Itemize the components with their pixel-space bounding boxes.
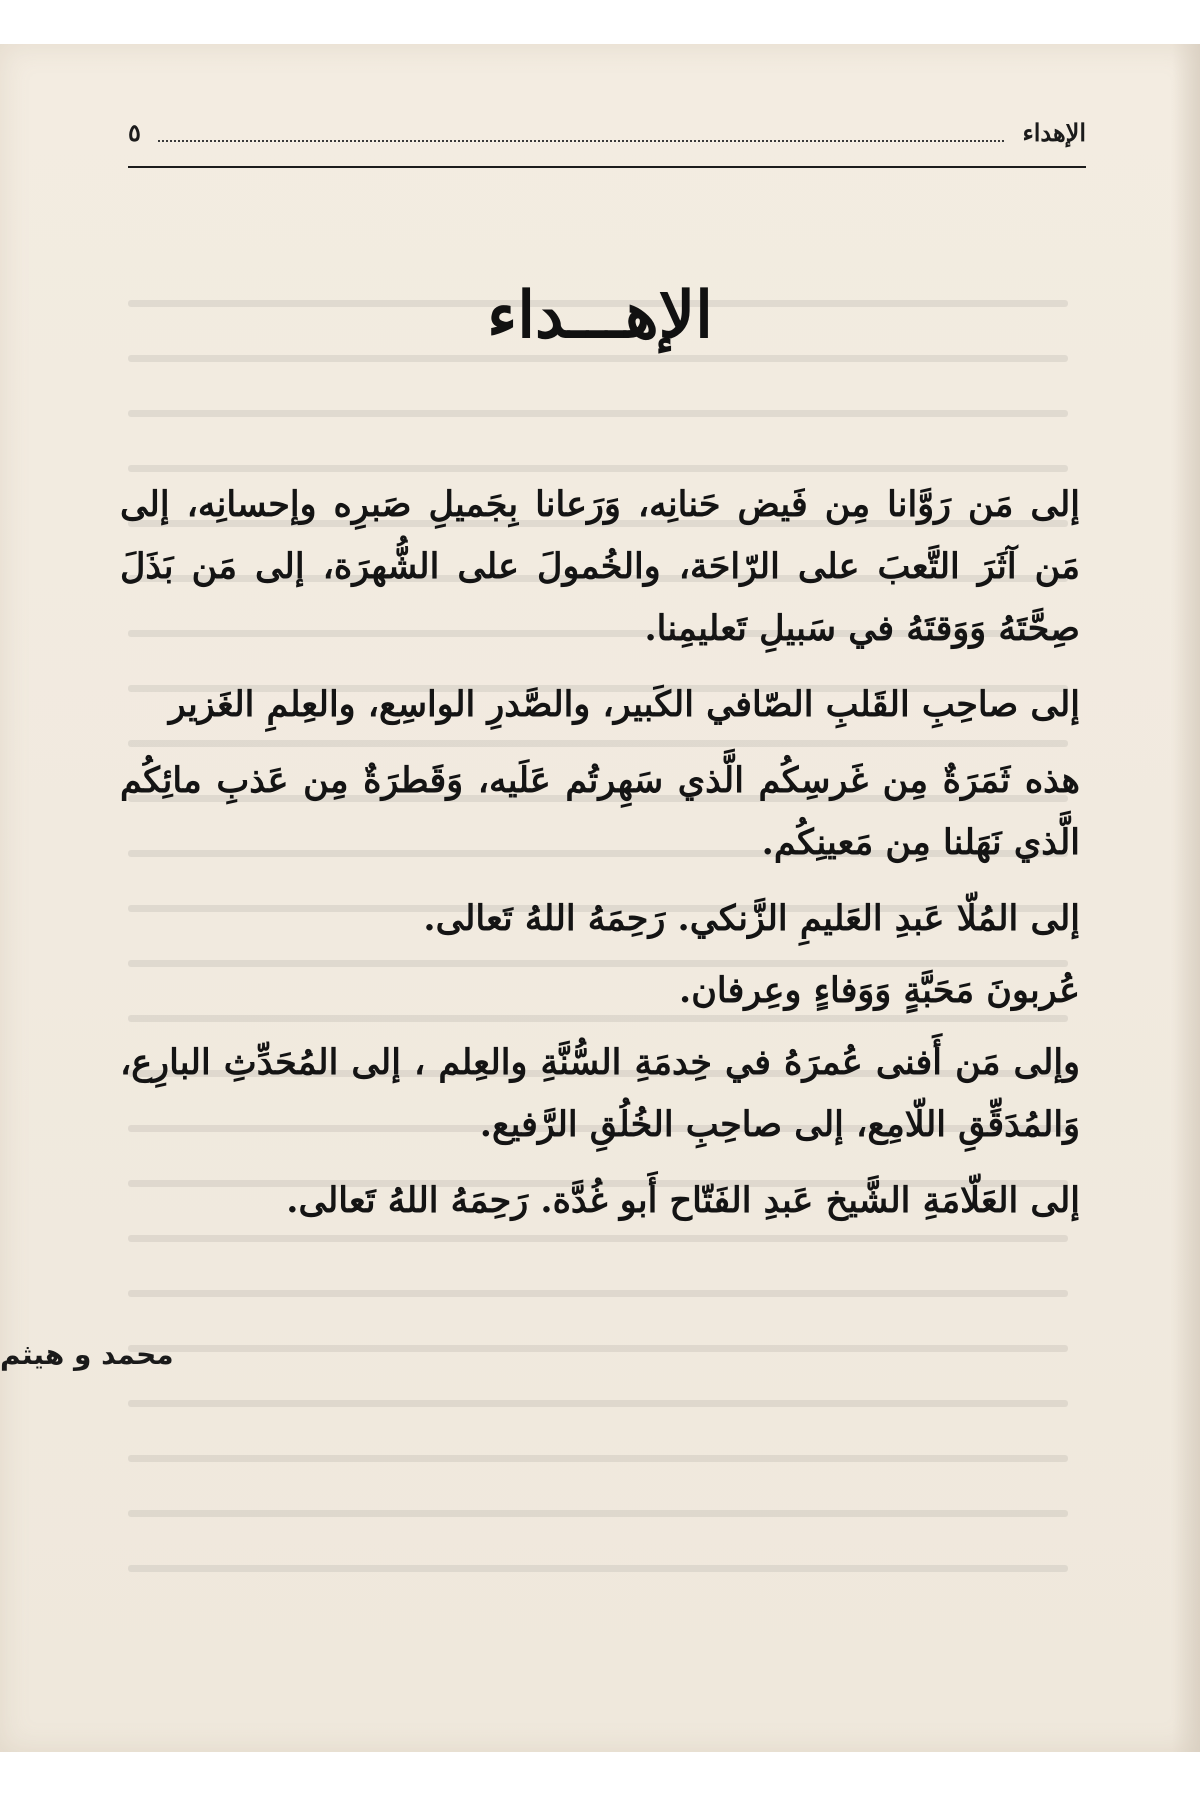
header-rule — [128, 166, 1086, 168]
dedication-paragraph: هذه ثَمَرَةٌ مِن غَرسِكُم الَّذي سَهِرتُم عَلَيه، وَقَطرَةٌ مِن عَذبِ مائِكُم الَّذي نَهَلنا مِن مَعينِكُم. — [120, 760, 1080, 863]
dedication-paragraph: وإلى مَن أَفنى عُمرَهُ في خِدمَةِ السُّنَّةِ والعِلم ، إلى المُحَدِّثِ البارِع، وَالمُدَقِّقِ اللّامِع، إلى صاحِبِ الخُلُقِ الرَّفيع. — [120, 1042, 1080, 1145]
dedication-paragraph: إلى مَن رَوَّانا مِن فَيض حَنانِه، وَرَعانا بِجَميلِ صَبرِه وإحسانِه، إلى مَن آثَرَ التَّعبَ على الرّاحَة، والخُمولَ على الشُّهرَة، إلى مَن بَذَلَ صِحَّتَهُ وَوَقتَهُ في سَبيلِ تَعليمِنا. — [120, 484, 1080, 649]
dedication-paragraph: إلى العَلّامَةِ الشَّيخ عَبدِ الفَتّاح أَبو غُدَّة. رَحِمَهُ اللهُ تَعالى. — [286, 1180, 1080, 1221]
header-leader-dots — [158, 140, 1004, 142]
signature: محمد و هيثم — [0, 1338, 174, 1371]
running-header — [128, 118, 1086, 162]
dedication-paragraph: عُربونَ مَحَبَّةٍ وَوَفاءٍ وعِرفان. — [679, 970, 1080, 1011]
dedication-paragraph: إلى صاحِبِ القَلبِ الصّافي الكَبير، والصَّدرِ الواسِع، والعِلمِ الغَزير — [168, 684, 1080, 725]
page-title: الإهـــداء — [487, 278, 713, 353]
running-header-title: الإهداء — [1022, 118, 1086, 147]
dedication-body — [120, 474, 1080, 1246]
page-number: ٥ — [128, 118, 141, 147]
dedication-paragraph: إلى المُلّا عَبدِ العَليمِ الزَّنكي. رَحِمَهُ اللهُ تَعالى. — [423, 898, 1080, 939]
